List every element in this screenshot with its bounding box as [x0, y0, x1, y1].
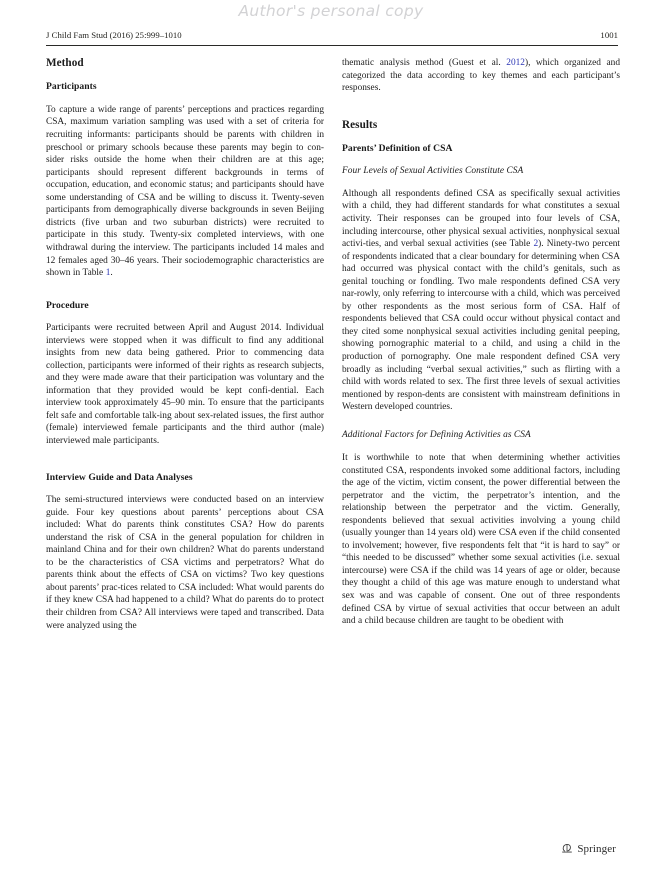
running-head — [46, 30, 618, 40]
paragraph-additional-factors: It is worthwhile to note that when determining whether activities constituted CSA, respondents invoked some additional factors, including the age of the victim, victim consent, the power differential between the perpetrator and the victim, the perpetrator’s intention, and the relationship between the perpetrator and the victim. Generally, respondents believed that sexual activities involving a young child (usually younger than 14 years old) were CSA even if the child consented to involvement; however, five respondents felt that “it is hard to say” or “this needed to be discussed” whether some sexual activities (i.e. sexual intercourse) were CSA if the child was 14 years of age or older, because they thought a child of this age was mature enough to understand what sex was and was capable of consent. One out of three respondents defined CSA by virtue of sexual activities that occur between an adult and a child because children are taught to be obedient with — [342, 452, 620, 627]
subsection-heading-interview-guide: Interview Guide and Data Analyses — [46, 471, 193, 483]
spacer-before-interview-guide — [46, 461, 324, 472]
section-heading-results: Results — [342, 118, 378, 131]
header-rule — [46, 45, 618, 46]
spacer-before-procedure — [46, 293, 324, 300]
subsection-heading-procedure: Procedure — [46, 299, 89, 311]
paragraph-thematic-analysis — [342, 57, 620, 95]
paragraph-thematic-analysis-head: thematic analysis method (Guest et al. — [342, 58, 507, 68]
subsection-heading-parents-definition: Parents’ Definition of CSA — [342, 143, 453, 155]
page-number: 1001 — [600, 30, 618, 40]
paragraph-four-levels-part-a: Although all respondents defined CSA as specifically sexual activities with a child, they had different standards for what constitutes a sexual activity. Their responses can be grouped into four levels of CSA, including intercourse, other physical sexual activities, nonphysical sexual activi-ties, and verbal sexual activities (see Table — [342, 188, 620, 250]
paragraph-four-levels-part-b: ). Ninety-two percent of respondents indicated that a clear boundary for determining when CSA had occurred was physical contact with the child’s genitals, such as genital touching or fondling. Two male respondents defined CSA very nar-rowly, only referring to intercourse with a child, which was perceived by other respondents as the most serious form of CSA. Half of respondents believed that CSA could occur without physical contact and they cited some nonphysical sexual activities including genital peeping, showing pornographic material to a child, and using a child in the production of pornography. One male respondent defined CSA very broadly as including “verbal sexual activities,” such as flirting with a child with words related to sex. The first three levels of sexual activities mentioned by respon-dents are consistent with mainstream definitions in Western developed countries. — [342, 239, 621, 413]
paragraph-interview-guide: The semi-structured interviews were conducted based on an interview guide. Four key questions about parents’ perceptions about CSA included: What do parents think constitutes CSA? How do parents understand the risk of CSA in the general population for children in mainland China and for their own children? What do parents understand to be the characteristics of CSA victims and perpetrators? What do parents think about the effects of CSA on victims? Two key questions about parents’ prac-tices related to CSA included: What would parents do if they knew CSA had happened to a child? What do parents do to protect their children from CSA? All interviews were taped and transcribed. Data were analyzed using the — [46, 495, 324, 631]
paragraph-participants-tail: . — [110, 268, 113, 279]
right-column — [342, 57, 620, 827]
journal-reference: J Child Fam Stud (2016) 25:999–1010 — [46, 30, 182, 40]
paragraph-four-levels — [342, 188, 620, 414]
subsubsection-heading-additional-factors: Additional Factors for Defining Activities as CSA — [342, 429, 531, 440]
guest-2012-citation-link[interactable]: 2012 — [506, 58, 525, 68]
spacer-before-results — [342, 108, 620, 119]
springer-logo-icon — [561, 843, 573, 855]
authors-personal-copy-watermark: Author's personal copy — [238, 2, 424, 20]
paragraph-participants-text: To capture a wide range of parents’ perceptions and practices regarding CSA, maximum variation sampling was used with a set of criteria for recruiting informants: participants should be parents with children in preschool or primary schools because these parents may begin to con-sider risks outside the home when their children are at this age; participants should represent different backgrounds in terms of occupation, education, and economic status; and participants should have some understanding of CSA and be willing to discuss it. Twenty-seven participants from demographically diverse backgrounds in seven Beijing districts (five urban and two suburban districts) were recruited to participate in this study. Twenty-six completed interviews, with one withdrawal during the interview. The participants included 14 males and 12 females aged 30–46 years. Their sociodemographic characteristics are shown in Table — [46, 104, 324, 279]
section-heading-method: Method — [46, 57, 84, 69]
paragraph-thematic-analysis-tail: ), which organized and categorized the data according to key themes and each participant’s responses. — [342, 58, 621, 94]
paragraph-procedure: Participants were recruited between April and August 2014. Individual interviews were stopped when it was difficult to find any additional insights from new data being gathered. Prior to commencing data collection, participants were informed of their rights as research subjects, and they were made aware that their participation was voluntary and the information that they provided would be kept confi-dential. Each interview took approximately 45–90 min. To ensure that the participants felt safe and comfortable talk-ing about sex-related issues, the first author (female) interviewed female participants and the third author (male) interviewed male participants. — [46, 323, 324, 447]
body-columns — [46, 57, 620, 827]
springer-footer — [561, 843, 616, 855]
table-1-crossref-link[interactable]: 1 — [105, 268, 111, 279]
left-column — [46, 57, 324, 827]
table-2-crossref-link[interactable]: 2 — [533, 239, 539, 250]
paragraph-participants — [46, 104, 324, 280]
subsection-heading-participants: Participants — [46, 81, 97, 93]
subsubsection-heading-four-levels: Four Levels of Sexual Activities Constitute CSA — [342, 165, 524, 176]
springer-wordmark: Springer — [577, 843, 616, 855]
